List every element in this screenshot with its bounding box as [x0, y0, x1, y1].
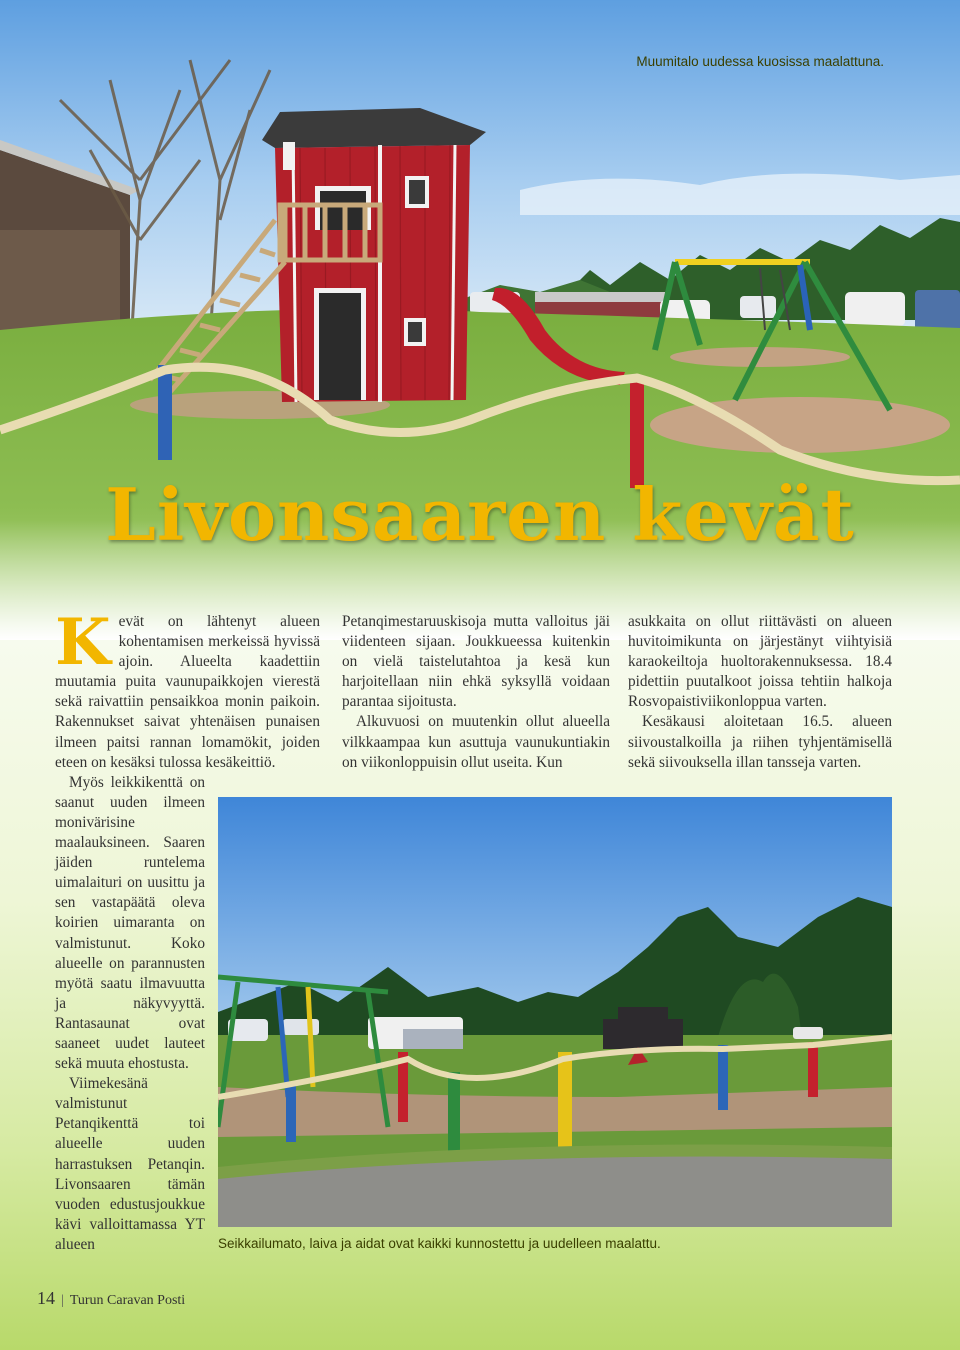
page-footer: [37, 1288, 185, 1309]
hero-photo-caption: Muumitalo uudessa kuosissa maalattuna.: [636, 54, 884, 69]
playground-photo-caption: Seikkailumato, laiva ja aidat ovat kaikki kunnostettu ja uudelleen maalattu.: [218, 1236, 661, 1251]
playground-photo: [218, 797, 892, 1227]
paragraph-text: evät on lähtenyt alueen kohentamisen merkeissä hyvissä ajoin. Alueelta kaadettiin muutamia puita vaunupaikkojen vierestä sekä raivattiin pensaikkoa monin paikoin. Rakennukset saivat yhtenäisen punaisen ilmeen paitsi rannan lomamökit, joiden eteen on kesäksi tulossa kesäkeittiö.: [55, 613, 320, 771]
article-paragraph: asukkaita on ollut riittävästi on alueen huvitoimikunta on järjestänyt viihtyisiä karaokeiltoja huoltorakennuksessa. 18.4 pidettiin puutalkoot joissa tehtiin halkoja Rosvopaistiviikonloppua varten.: [628, 613, 892, 711]
page-number: 14: [37, 1288, 55, 1308]
article-column-3: [628, 612, 892, 773]
article-paragraph: Kesäkausi aloitetaan 16.5. alueen siivoustalkoilla ja riihen tyhjentämisellä sekä siivouksella illan tansseja varten.: [628, 713, 892, 771]
article-column-2: [342, 612, 610, 773]
publication-name: Turun Caravan Posti: [69, 1293, 186, 1308]
drop-cap: K: [55, 605, 111, 680]
article-paragraph: Petanqimestaruuskisoja mutta valloitus jäi viidenteen sijaan. Joukkueessa kuitenkin on vielä taistelutahtoa ja kesä kun harjoitellaan niin ehkä syksyllä voidaan parantaa sijoitusta.: [342, 613, 610, 711]
article-paragraph: Myös leikkikenttä on saanut uuden ilmeen monivärisine maalauksineen. Saaren jäiden runtelema uimalaituri on uusittu ja sen vastapäätä oleva koirien uimaranta on valmistunut. Koko alueelle on parannusten myötä saatu ilmavuutta ja näkyvyyttä. Rantasaunat ovat saaneet uudet lauteet sekä muuta ehostusta.: [55, 773, 205, 1073]
article-title: Livonsaaren kevät: [105, 472, 855, 557]
article-paragraph: Viimekesänä valmistunut Petanqikenttä toi alueelle uuden harrastuksen Petanqin. Livonsaaren tämän vuoden edustusjoukkue kävi valloittamassa YT alueen: [55, 1075, 205, 1253]
article-paragraph: [55, 605, 320, 773]
footer-separator: |: [61, 1293, 64, 1308]
article-paragraph: Alkuvuosi on muutenkin ollut alueella vilkkaampaa kun asuttuja vaunukuntiakin on viikonloppuisin ollut useita. Kun: [342, 713, 610, 771]
